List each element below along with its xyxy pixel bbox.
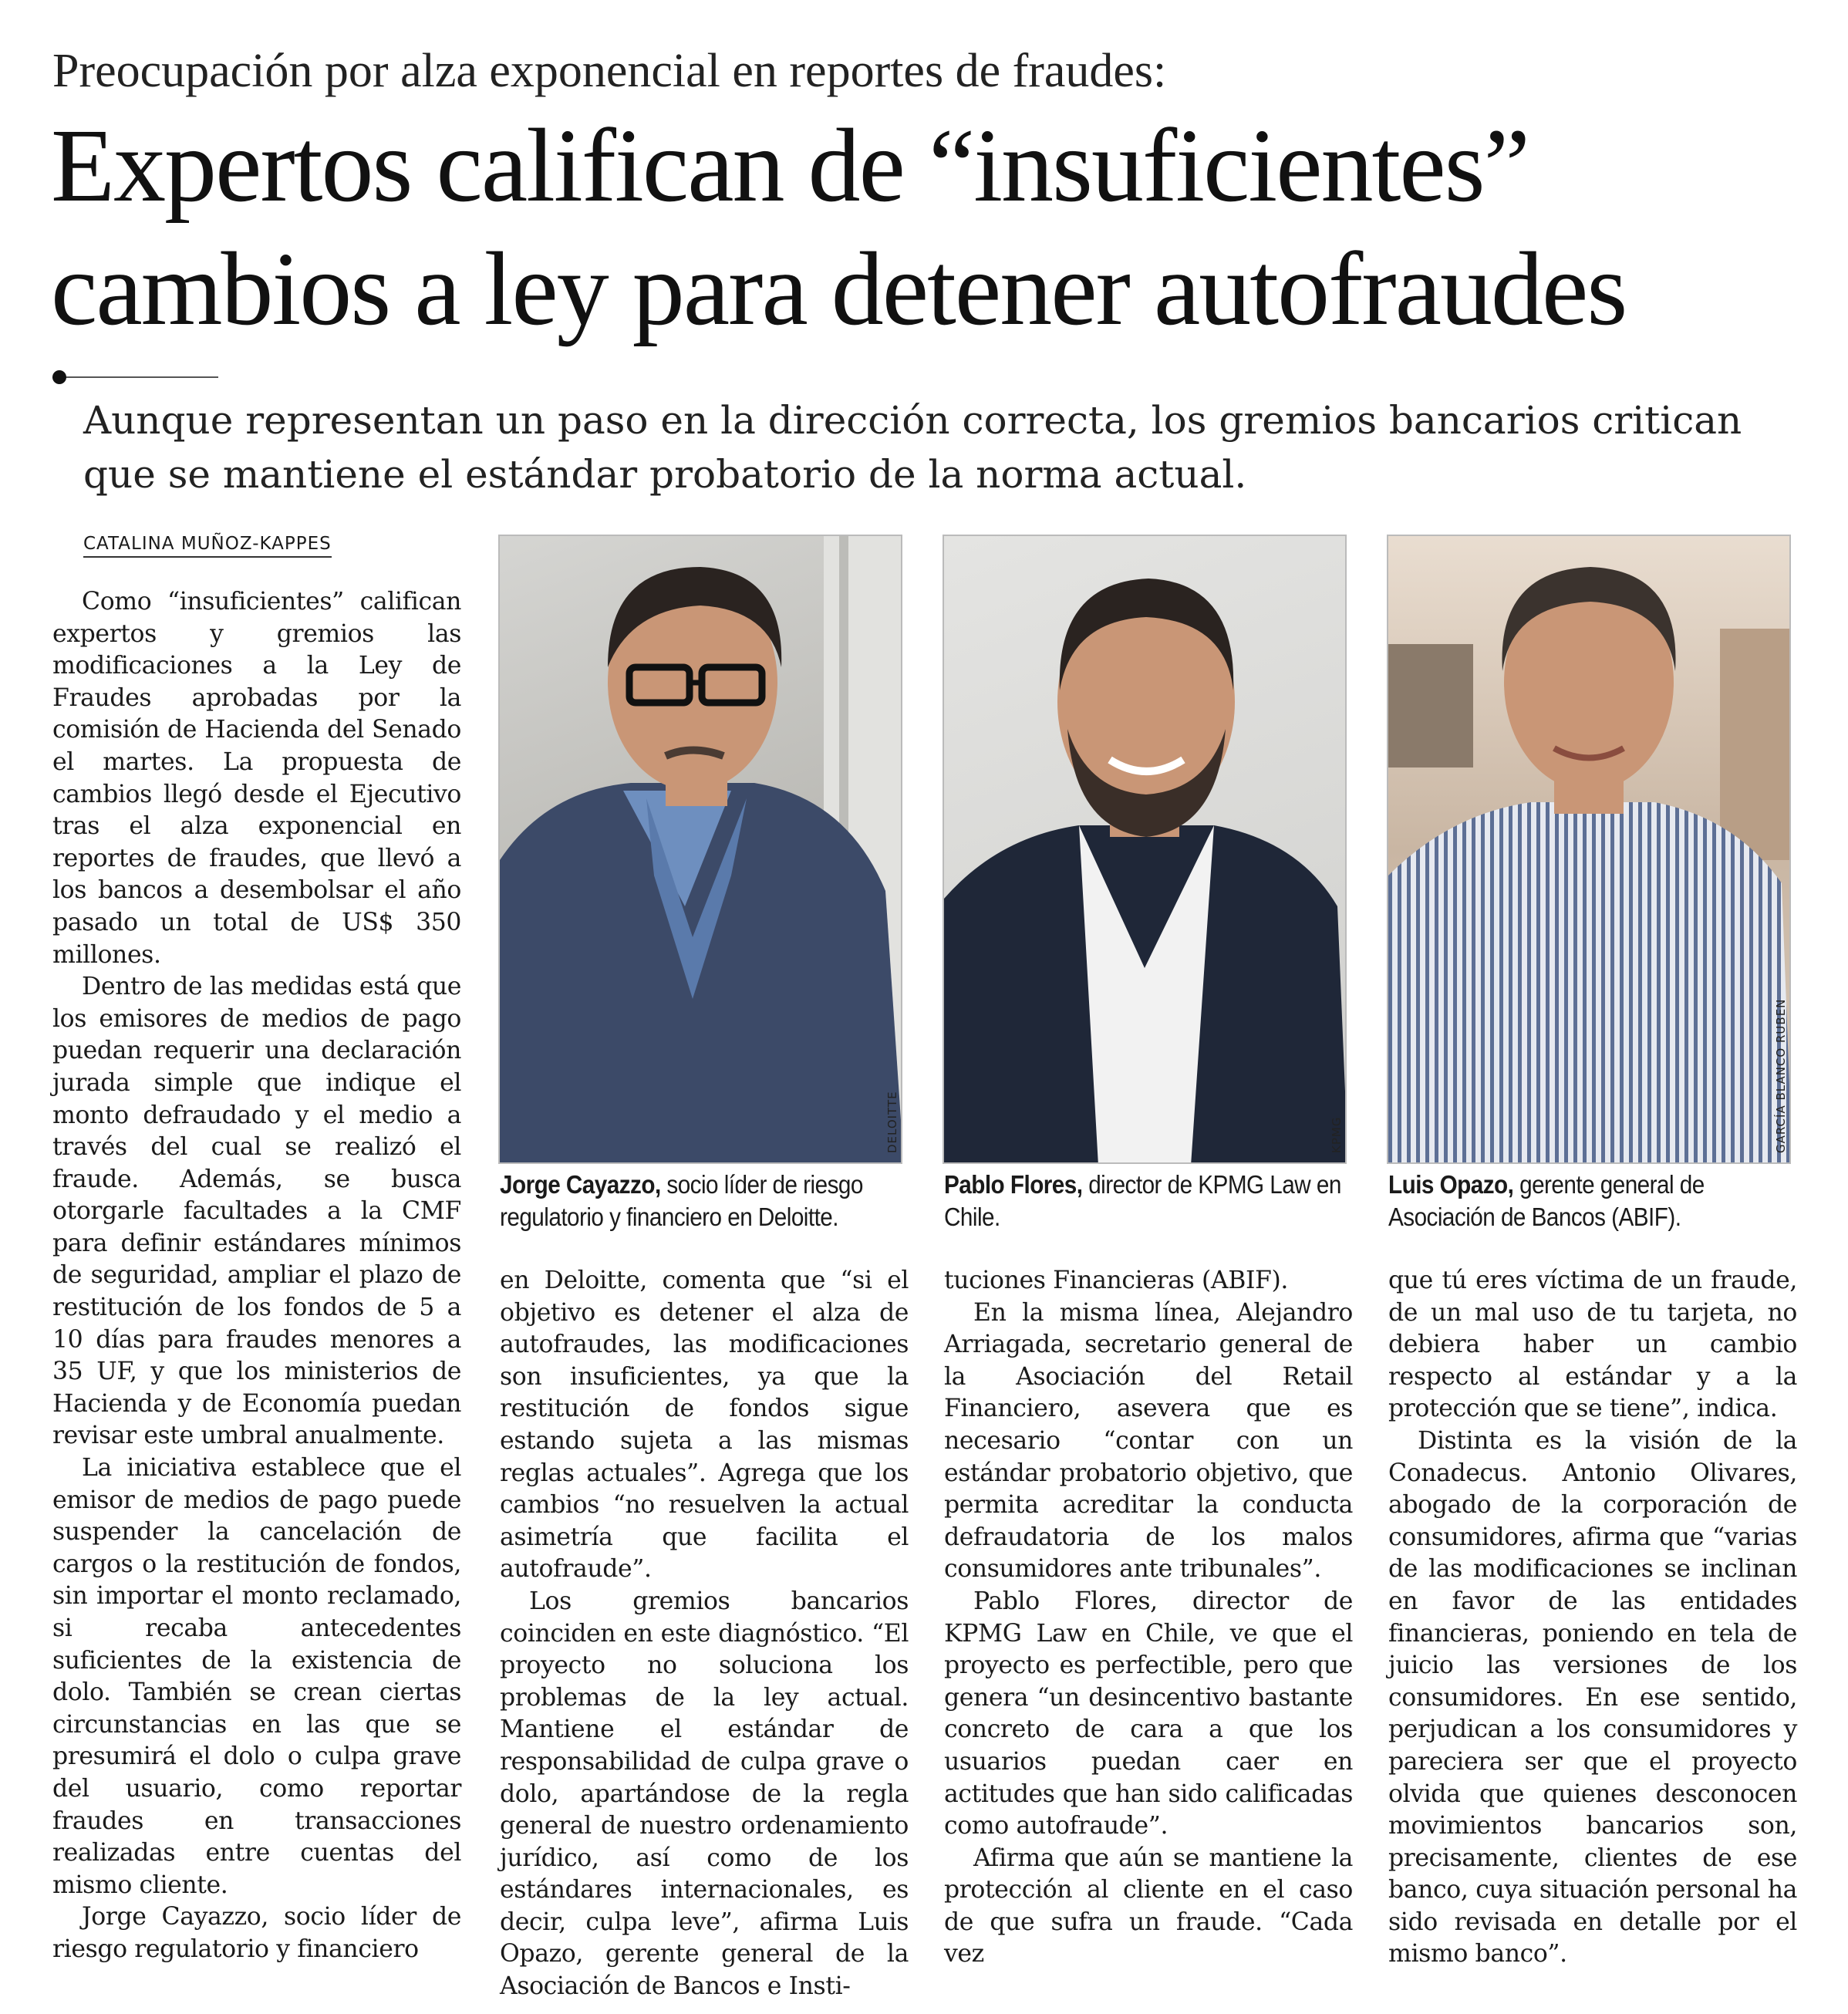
byline: CATALINA MUÑOZ-KAPPES: [83, 534, 332, 558]
paragraph: en Deloitte, comenta que “si el objetivo es detener el alza de autofraudes, las modificaciones son insuficientes, ya que la restitución de fondos sigue estando sujeta a las mismas reglas actuales”. Agrega que los cambios “no resuelven la actual asimetría que facilita el autofraude”.: [500, 1267, 909, 1584]
portrait-illustration: [944, 536, 1347, 1164]
paragraph: que tú eres víctima de un fraude, de un mal uso de tu tarjeta, no debiera haber un cambio respecto al estándar y a la protección que se tiene”, indica.: [1388, 1267, 1797, 1423]
paragraph: Distinta es la visión de la Conadecus. Antonio Olivares, abogado de la corporación de consumidores, afirma que “varias de las modificaciones se inclinan en favor de las entidades financieras, poniendo en tela de juicio las versiones de los consumidores. En ese sentido, perjudican a los consumidores y pareciera ser que el proyecto olvida que quienes desconocen movimientos bancarios son, precisamente, clientes de ese banco, cuya situación personal ha sido revisada en detalle por el mismo banco”.: [1388, 1426, 1797, 1968]
deck-line-2: que se mantiene el estándar probatorio de la norma actual.: [83, 452, 1247, 497]
paragraph: tuciones Financieras (ABIF).: [944, 1267, 1288, 1294]
photo-luis-opazo: [1387, 535, 1791, 1164]
paragraph: Jorge Cayazzo, socio líder de riesgo regulatorio y financiero: [52, 1903, 461, 1963]
caption-name: Luis Opazo,: [1388, 1170, 1514, 1199]
headline: [51, 104, 1809, 351]
text-column-4: [1388, 1265, 1797, 1971]
headline-line-1: Expertos califican de “insuficientes”: [51, 108, 1529, 224]
photo-credit: GARCÍA BLANCO RUBEN: [1774, 998, 1788, 1153]
paragraph: En la misma línea, Alejandro Arriagada, secretario general de la Asociación del Retail Financiero, asevera que es necesario “contar con un estándar probatorio objetivo, que permita acreditar la conducta defraudatoria de los malos consumidores ante tribunales”.: [944, 1298, 1353, 1584]
caption-name: Jorge Cayazzo,: [500, 1170, 661, 1199]
caption-text: gerente general de Asociación de Bancos (ABIF).: [1388, 1170, 1705, 1231]
caption-name: Pablo Flores,: [944, 1170, 1083, 1199]
photo-jorge-cayazzo: [498, 535, 902, 1164]
photo-pablo-flores: [943, 535, 1347, 1164]
paragraph: Pablo Flores, director de KPMG Law en Chile, ve que el proyecto es perfectible, pero que genera “un desincentivo bastante concreto de cara a que los usuarios puedan caer en actitudes que han sido calificadas como autofraude”.: [944, 1587, 1353, 1840]
portrait-illustration: [500, 536, 902, 1164]
caption-text: socio líder de riesgo regulatorio y financiero en Deloitte.: [500, 1170, 863, 1231]
text-column-3: [944, 1265, 1353, 1971]
photo-caption: [500, 1169, 909, 1233]
deck: [83, 393, 1803, 501]
caption-text: director de KPMG Law en Chile.: [944, 1170, 1341, 1231]
bullet-dot: [52, 370, 66, 384]
paragraph: Afirma que aún se mantiene la protección al cliente en el caso de que sufra un fraude. “Cada vez: [944, 1844, 1353, 1968]
text-column-1: [52, 586, 461, 1966]
photo-credit: KPMG: [1330, 1116, 1344, 1153]
photo-caption: [944, 1169, 1354, 1233]
deck-line-1: Aunque representan un paso en la dirección correcta, los gremios bancarios critican: [83, 398, 1742, 443]
divider-rule: [52, 376, 218, 378]
kicker: Preocupación por alza exponencial en reportes de fraudes:: [52, 45, 1167, 97]
headline-line-2: cambios a ley para detener autofraudes: [51, 231, 1627, 347]
text-column-2: [500, 1265, 909, 2003]
photo-caption: [1388, 1169, 1798, 1233]
paragraph: Como “insuficientes” califican expertos y gremios las modificaciones a la Ley de Fraudes aprobadas por la comisión de Hacienda del Senado el martes. La propuesta de cambios llegó desde el Ejecutivo tras el alza exponencial en reportes de fraudes, que llevó a los bancos a desembolsar el año pasado un total de US$ 350 millones.: [52, 588, 461, 969]
paragraph: La iniciativa establece que el emisor de medios de pago puede suspender la cancelación de cargos o la restitución de fondos, sin importar el monto reclamado, si recaba antecedentes suficientes de la existencia de dolo. También se crean ciertas circunstancias en las que se presumirá el dolo o culpa grave del usuario, como reportar fraudes en transacciones realizadas entre cuentas del mismo cliente.: [52, 1454, 461, 1899]
portrait-illustration: [1388, 536, 1791, 1164]
photo-credit: DELOITTE: [885, 1091, 899, 1153]
paragraph: Dentro de las medidas está que los emisores de medios de pago puedan requerir una declaración jurada simple que indique el monto defraudado y el medio a través del cual se realizó el fraude. Además, se busca otorgarle facultades a la CMF para definir estándares mínimos de seguridad, ampliar el plazo de restitución de los fondos de 5 a 10 días para fraudes menores a 35 UF, y que los ministerios de Hacienda y de Economía puedan revisar este umbral anualmente.: [52, 973, 461, 1450]
paragraph: Los gremios bancarios coinciden en este diagnóstico. “El proyecto no soluciona los problemas de la ley actual. Mantiene el estándar de responsabilidad de culpa grave o dolo, apartándose de la regla general de nuestro ordenamiento jurídico, así como de los estándares internacionales, es decir, culpa leve”, afirma Luis Opazo, gerente general de la Asociación de Bancos e Insti-: [500, 1587, 909, 2001]
